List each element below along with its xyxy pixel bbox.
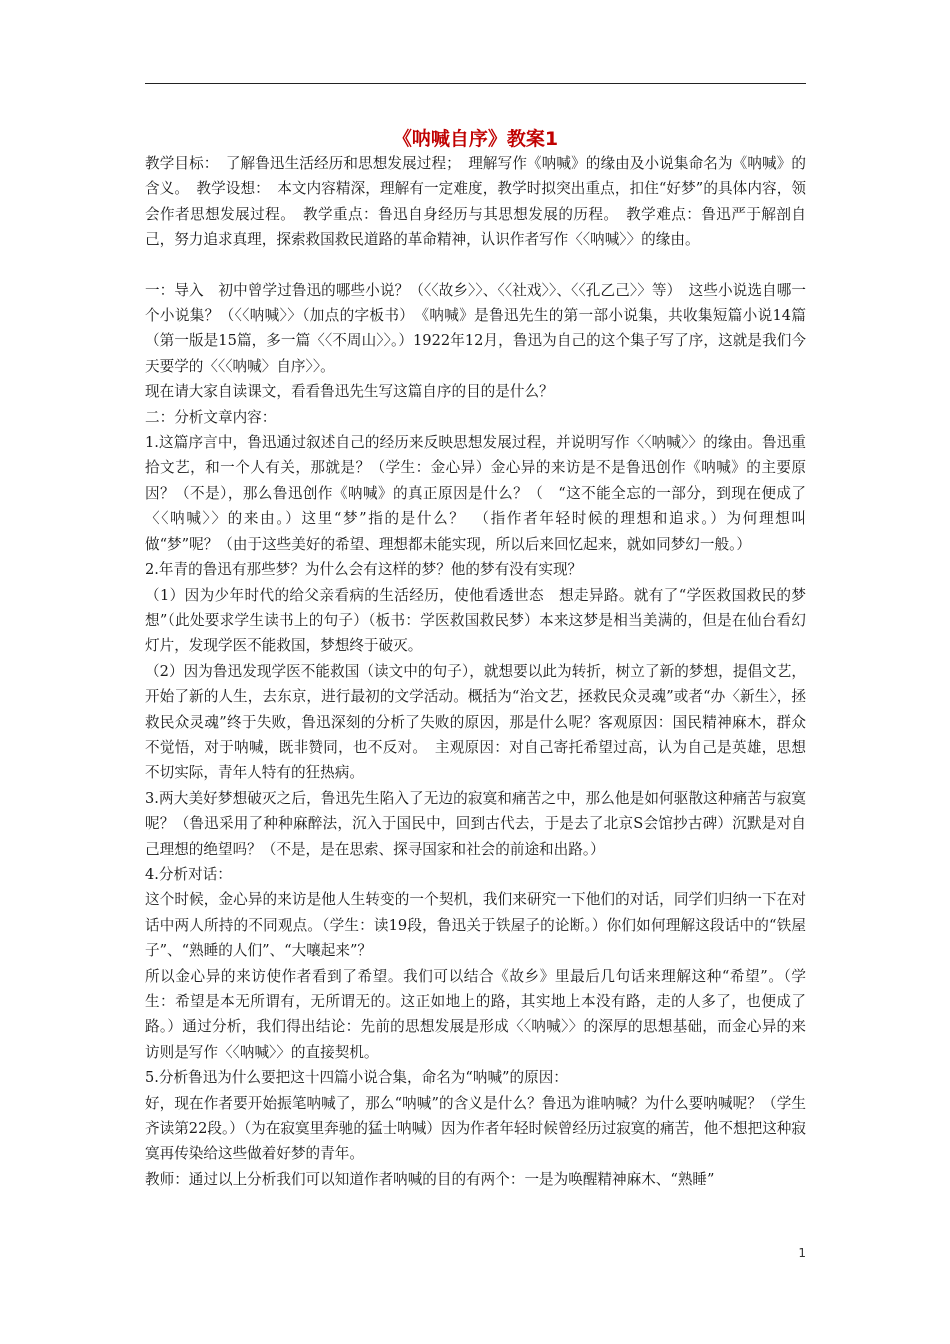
section-heading-analysis: 二：分析文章内容： [145,408,277,426]
paragraph-point-3: 3.两大美好梦想破灭之后，鲁迅先生陷入了无边的寂寞和痛苦之中，那么他是如何驱散这种痛苦与寂寞呢？（鲁迅采用了种种麻醉法，沉入于国民中，回到古代去，于是去了北京S会馆抄古碑）沉默是对自己理想的绝望吗？（不是，是在思索、探寻国家和社会的前途和出路。） [145,789,806,858]
paragraph-point-5-heading: 5.分析鲁迅为什么要把这十四篇小说合集，命名为“呐喊”的原因： [145,1069,568,1087]
paragraph-point-1: 1.这篇序言中，鲁迅通过叙述自己的经历来反映思想发展过程，并说明写作〈〈呐喊〉〉的缘由。鲁迅重拾文艺，和一个人有关，那就是？（学生：金心异）金心异的来访是不是鲁迅创作《呐喊》的主要原因？（不是），那么鲁迅创作《呐喊》的真正原因是什么？（ “这不能全忘的一部分，到现在便成了〈〈呐喊〉〉的来由。）这里“梦”指的是什么？ （指作者年轻时候的理想和追求。）为何理想叫做“梦”呢？（由于这些美好的希望、理想都未能实现，所以后来回忆起来，就如同梦幻一般。） [145,434,806,553]
paragraph-dialogue: 这个时候，金心异的来访是他人生转变的一个契机，我们来研究一下他们的对话，同学们归纳一下在对话中两人所持的不同观点。（学生：读19段，鲁迅关于铁屋子的论断。）你们如何理解这段话中的“铁屋子”、“熟睡的人们”、“大嚷起来”？ [145,891,806,960]
header-rule [145,83,806,84]
paragraph-introduction: 一：导入 初中曾学过鲁迅的哪些小说？（〈〈故乡〉〉、〈〈社戏〉〉、〈〈孔乙己〉〉等） 这些小说选自哪一个小说集？（〈〈呐喊〉〉（加点的字板书） 《呐喊》是鲁迅先生的第一部小说集，共收集短篇小说14篇（第一版是15篇，多一篇〈〈不周山〉〉。）1922年12月，鲁迅为自己的这个集子写了序，这就是我们今天要学的〈〈〈呐喊〉自序〉〉。 [145,281,806,375]
paragraph-point-4-heading: 4.分析对话： [145,865,232,883]
paragraph-reading-task: 现在请大家自读课文，看看鲁迅先生写这篇自序的目的是什么？ [145,383,554,401]
paragraph-point-2-2: （2）因为鲁迅发现学医不能救国（读文中的句子），就想要以此为转折，树立了新的梦想，提倡文艺，开始了新的人生，去东京，进行最初的文学活动。概括为“治文艺，拯救民众灵魂”或者“办〈新生〉，拯救民众灵魂”终于失败，鲁迅深刻的分析了失败的原因，那是什么呢？客观原因：国民精神麻木，群众不觉悟，对于呐喊，既非赞同，也不反对。 主观原因：对自己寄托希望过高，认为自己是英雄，思想不切实际，青年人特有的狂热病。 [145,662,806,782]
paragraph-hope: 所以金心异的来访使作者看到了希望。我们可以结合《故乡》里最后几句话来理解这种“希望”。（学生：希望是本无所谓有，无所谓无的。这正如地上的路，其实地上本没有路，走的人多了，也便成了路。）通过分析，我们得出结论：先前的思想发展是形成〈〈呐喊〉〉的深厚的思想基础，而金心异的来访则是写作〈〈呐喊〉〉的直接契机。 [145,967,806,1061]
paragraph-point-2: 2.年青的鲁迅有那些梦？为什么会有这样的梦？他的梦有没有实现？ [145,561,583,579]
paragraph-point-2-1: （1）因为少年时代的给父亲看病的生活经历，使他看透世态 想走异路。就有了“学医救国救民的梦想”（此处要求学生读书上的句子）（板书：学医救国救民梦）本来这梦是相当美满的，但是在仙台看幻灯片，发现学医不能救国，梦想终于破灭。 [145,586,806,655]
document-body [145,151,806,1192]
page-number: 1 [798,1246,806,1260]
paragraph-teacher-summary: 教师：通过以上分析我们可以知道作者呐喊的目的有两个：一是为唤醒精神麻木、“熟睡” [145,1170,715,1188]
paragraph-meaning-of-call: 好，现在作者要开始振笔呐喊了，那么“呐喊”的含义是什么？鲁迅为谁呐喊？为什么要呐喊呢？（学生齐读第22段。）（为在寂寞里奔驰的猛士呐喊）因为作者年轻时候曾经历过寂寞的痛苦，他不想把这种寂寞再传染给这些做着好梦的青年。 [145,1094,806,1163]
paragraph-objectives: 教学目标： 了解鲁迅生活经历和思想发展过程； 理解写作《呐喊》的缘由及小说集命名为《呐喊》的含义。 教学设想： 本文内容精深，理解有一定难度，教学时拟突出重点，扣住“好梦”的具体内容，领会作者思想发展过程。 教学重点：鲁迅自身经历与其思想发展的历程。 教学难点：鲁迅严于解剖自己，努力追求真理，探索救国救民道路的革命精神，认识作者写作〈〈呐喊〉〉的缘由。 [145,155,806,249]
document-title: 《呐喊自序》教案1 [392,128,559,150]
